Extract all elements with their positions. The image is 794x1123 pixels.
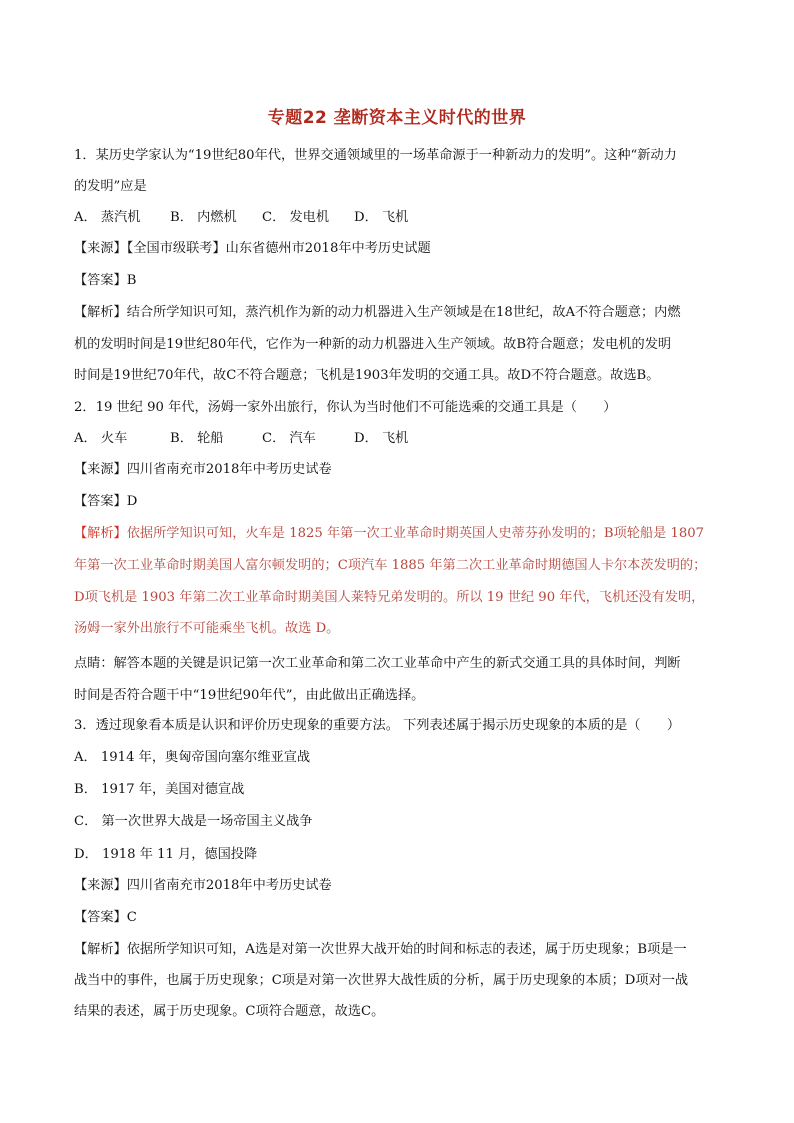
q2-analysis-line-4: 汤姆一家外出旅行不可能乘坐飞机。故选 D。	[74, 621, 340, 636]
q3-source: 【来源】四川省南充市2018年中考历史试卷	[74, 878, 332, 893]
q1-analysis-line-2: 机的发明时间是19世纪80年代，它作为一种新的动力机器进入生产领域。故B符合题意；发电机的发明	[74, 337, 672, 352]
q2-option-c: C． 汽车	[262, 431, 316, 446]
q2-option-b: B． 轮船	[170, 431, 224, 446]
q1-option-c: C． 发电机	[262, 210, 330, 225]
q2-tip-line-1: 点睛：解答本题的关键是识记第一次工业革命和第二次工业革命中产生的新式交通工具的具体时间，判断	[74, 656, 681, 671]
q3-analysis-line-2: 战当中的事件，也属于历史现象；C项是对第一次世界大战性质的分析，属于历史现象的本质；D项对一战	[74, 973, 689, 988]
q1-option-a: A． 蒸汽机	[74, 210, 141, 225]
q3-option-d: D． 1918 年 11 月，德国投降	[74, 847, 258, 862]
q2-option-a: A． 火车	[74, 431, 128, 446]
q1-stem-line-1: 1．某历史学家认为“19世纪80年代，世界交通领域里的一场革命源于一种新动力的发明”。这种“新动力	[74, 148, 677, 163]
q2-analysis-line-1	[74, 524, 724, 544]
q2-option-d: D． 飞机	[354, 431, 409, 446]
q2-stem: 2．19 世纪 90 年代，汤姆一家外出旅行，你认为当时他们不可能选乘的交通工具是（ ）	[74, 400, 617, 415]
q1-option-d: D． 飞机	[354, 210, 409, 225]
q1-answer: 【答案】B	[74, 273, 137, 288]
q3-option-a: A． 1914 年，奥匈帝国向塞尔维亚宣战	[74, 750, 311, 765]
q2-answer: 【答案】D	[74, 494, 138, 509]
q3-answer: 【答案】C	[74, 910, 137, 925]
q3-option-c: C． 第一次世界大战是一场帝国主义战争	[74, 814, 313, 829]
q2-options	[74, 429, 724, 449]
q1-options	[74, 208, 724, 228]
q2-analysis-tag: 【解析】	[74, 526, 127, 541]
q2-analysis-line-3: D项飞机是 1903 年第二次工业革命时期美国人莱特兄弟发明的。所以 19 世纪 90 年代，飞机还没有发明，	[74, 590, 705, 605]
q3-analysis-line-3: 结果的表述，属于历史现象。C项符合题意，故选C。	[74, 1004, 385, 1019]
q1-analysis-line-3: 时间是19世纪70年代，故C不符合题意；飞机是1903年发明的交通工具。故D不符合题意。故选B。	[74, 368, 660, 383]
q2-analysis-line-2: 年第一次工业革命时期美国人富尔顿发明的；C项汽车 1885 年第二次工业革命时期德国人卡尔本茨发明的；	[74, 558, 707, 573]
q1-analysis-line-1: 【解析】结合所学知识可知，蒸汽机作为新的动力机器进入生产领域是在18世纪，故A不符合题意；内燃	[74, 305, 681, 320]
q2-source: 【来源】四川省南充市2018年中考历史试卷	[74, 462, 332, 477]
q3-option-b: B． 1917 年，美国对德宣战	[74, 782, 245, 797]
q1-stem-line-2: 的发明”应是	[74, 179, 147, 194]
q2-analysis-text-1: 依据所学知识可知，火车是 1825 年第一次工业革命时期英国人史蒂芬孙发明的；B项轮船是 1807	[126, 526, 705, 541]
q2-tip-line-2: 时间是否符合题干中“19世纪90年代”，由此做出正确选择。	[74, 688, 425, 703]
page-title: 专题22 垄断资本主义时代的世界	[267, 108, 527, 128]
q3-analysis-line-1: 【解析】依据所学知识可知，A选是对第一次世界大战开始的时间和标志的表述，属于历史现象；B项是一	[74, 942, 687, 957]
q1-option-b: B． 内燃机	[170, 210, 237, 225]
q3-stem: 3．透过现象看本质是认识和评价历史现象的重要方法。 下列表述属于揭示历史现象的本质的是（ ）	[74, 718, 681, 733]
q1-source: 【来源】【全国市级联考】山东省德州市2018年中考历史试题	[74, 241, 431, 256]
